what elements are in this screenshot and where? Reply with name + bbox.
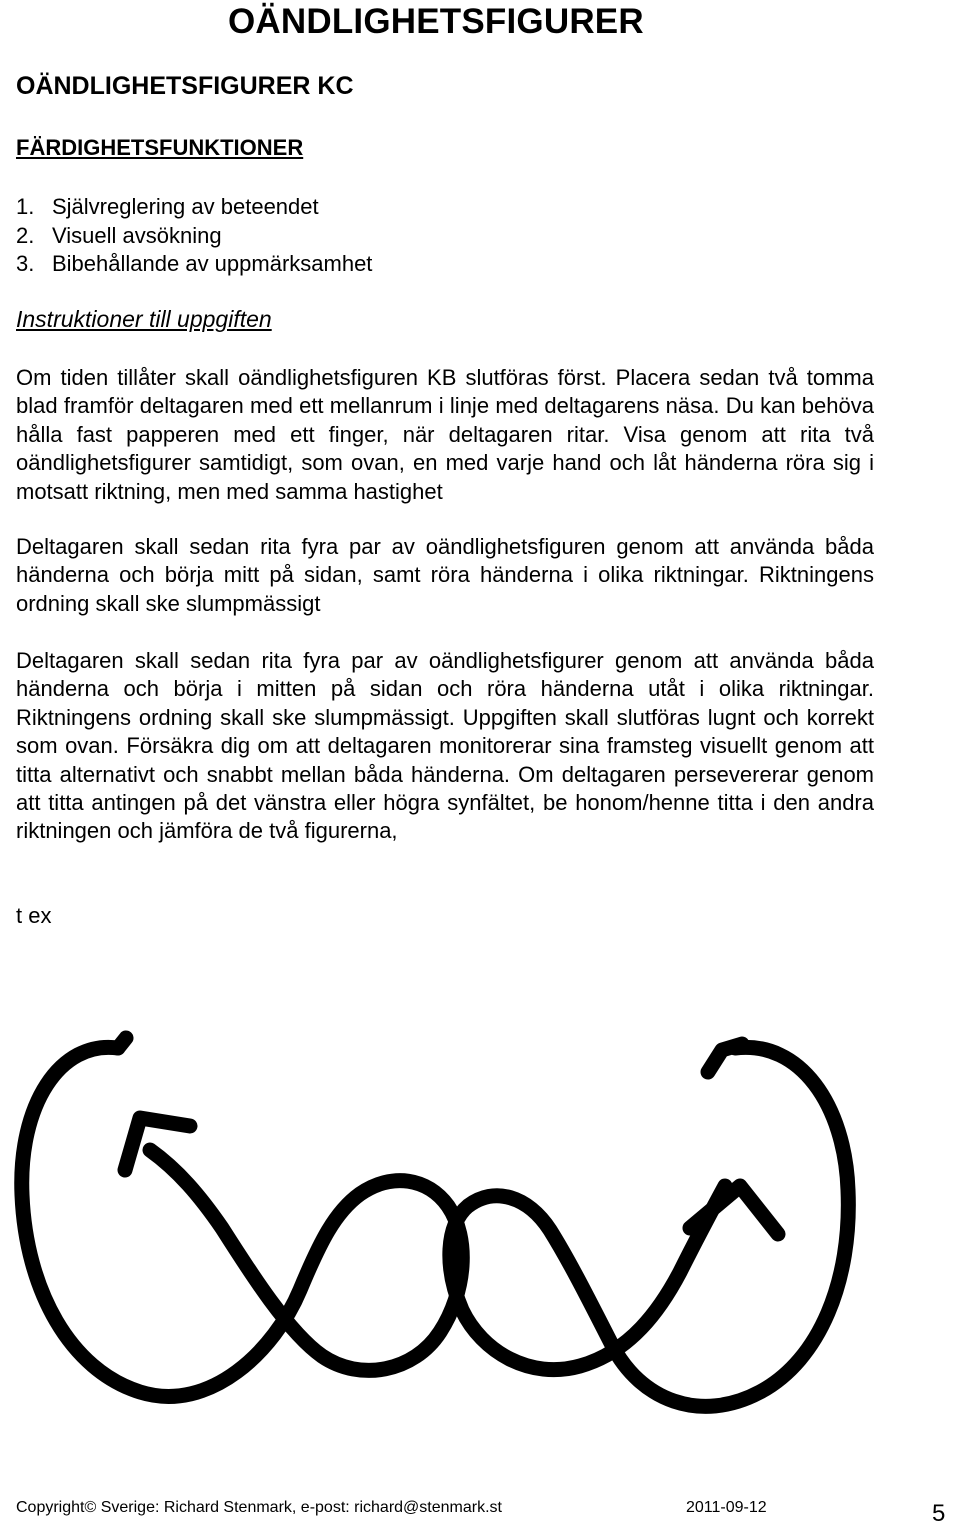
footer-date: 2011-09-12 [686,1499,767,1516]
list-item [16,222,372,251]
right-tail-stroke [708,1044,742,1072]
list-number: 1. [16,194,35,219]
instruction-paragraph-1: Om tiden tillåter skall oändlighetsfiguren KB slutföras först. Placera sedan två tomma blad framför deltagaren med ett mellanrum i linje med deltagarens näsa. Du kan behöva hålla fast papperen med ett finger, när deltagaren ritar. Visa genom att rita två oändlighetsfigurer samtidigt, som ovan, en med varje hand och låt händerna röra sig i motsatt riktning, men med samma hastighet [16,365,874,504]
document-subtitle: OÄNDLIGHETSFIGURER KC [16,72,354,100]
page-number: 5 [932,1500,946,1527]
instructions-heading: Instruktioner till uppgiften [16,306,272,332]
instruction-paragraph-2: Deltagaren skall sedan rita fyra par av oändlighetsfiguren genom att använda båda händerna och börja mitt på sidan, samt röra händerna i olika riktningar. Riktningens ordning skall ske slumpmässigt [16,534,874,616]
list-number: 2. [16,222,35,248]
left-tail-stroke [118,1038,126,1048]
list-text: Självreglering av beteendet [52,194,319,219]
list-text: Bibehållande av uppmärksamhet [52,251,373,276]
list-item [16,193,372,222]
instruction-paragraph-3: Deltagaren skall sedan rita fyra par av oändlighetsfigurer genom att använda båda händerna och börja i mitten på sidan och röra händerna utåt i olika riktningar. Riktningens ordning skall ske slumpmässigt. Uppgiften skall slutföras lugnt och korrekt som ovan. Försäkra dig om att deltagaren monitorerar sina framsteg visuellt genom att titta alternativt och snabbt mellan båda händerna. Om deltagaren persevererar genom att titta antingen på det vänstra eller högra synfältet, be honom/henne titta i den andra riktningen och jämföra de två figurerna, [16,648,874,844]
footer-copyright: Copyright© Sverige: Richard Stenmark, e-post: richard@stenmark.st [16,1499,502,1516]
list-text: Visuell avsökning [52,222,222,248]
list-number: 3. [16,251,35,276]
infinity-figures-icon [0,1010,960,1430]
example-label: t ex [16,903,52,928]
list-item [16,250,372,279]
page-title: OÄNDLIGHETSFIGURER [228,2,644,41]
skills-list [16,193,372,279]
left-loop-stroke [22,1047,463,1396]
right-loop-stroke [450,1047,848,1406]
skills-heading: FÄRDIGHETSFUNKTIONER [16,135,304,160]
